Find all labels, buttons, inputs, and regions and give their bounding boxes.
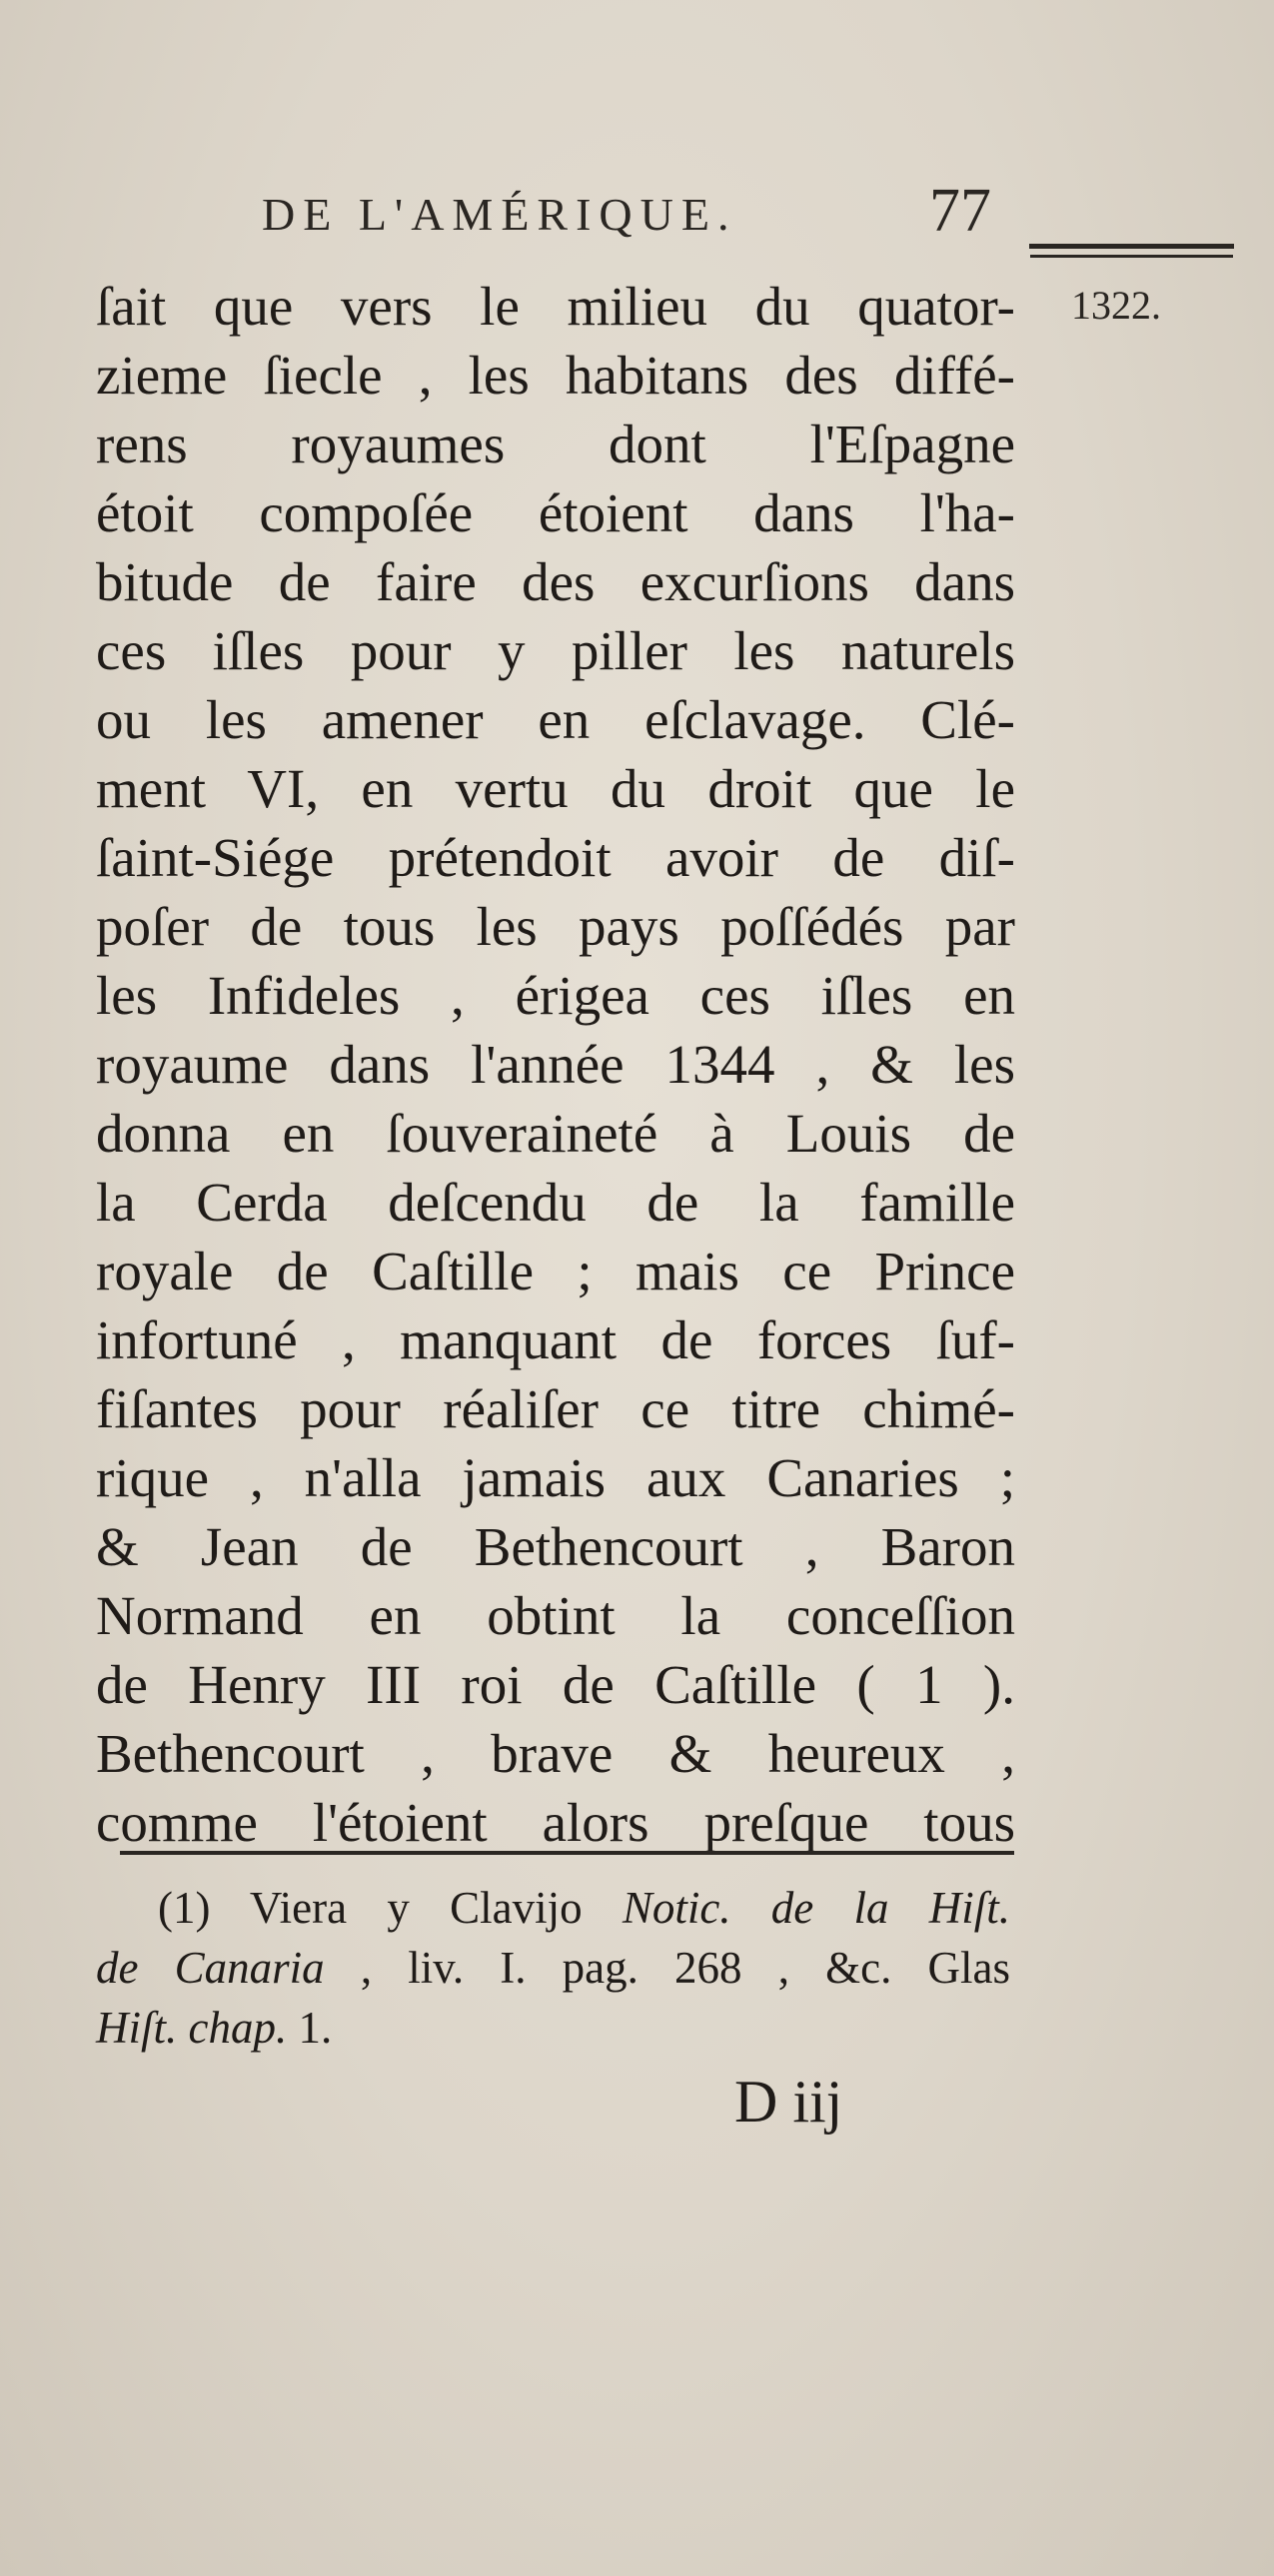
page-number: 77 <box>929 177 991 245</box>
footnote-line <box>96 1878 1010 1938</box>
text-line: de Henry III roi de Caſtille ( 1 ). <box>96 1654 1015 1715</box>
header-rule <box>1029 244 1234 249</box>
text-line: bitude de faire des excurſions dans <box>96 551 1015 612</box>
text-line: la Cerda deſcendu de la famille <box>96 1172 1015 1233</box>
text-line: ſait que vers le milieu du quator- <box>96 276 1015 337</box>
text-line: Bethencourt , brave & heureux , <box>96 1723 1015 1784</box>
text-line: rique , n'alla jamais aux Canaries ; <box>96 1447 1015 1508</box>
text-line: poſer de tous les pays poſſédés par <box>96 896 1015 957</box>
footnote-line <box>96 1998 1010 2058</box>
text-line: donna en ſouveraineté à Louis de <box>96 1103 1015 1164</box>
text-line: royaume dans l'année 1344 , & les <box>96 1034 1015 1095</box>
text-line: royale de Caſtille ; mais ce Prince <box>96 1241 1015 1301</box>
text-line: zieme ſiecle , les habitans des diffé- <box>96 345 1015 406</box>
footnote-title-italic: Hiſt. chap. <box>96 2003 288 2053</box>
text-line: rens royaumes dont l'Eſpagne <box>96 414 1015 474</box>
text-line: & Jean de Bethencourt , Baron <box>96 1516 1015 1577</box>
footnote-title-italic: Notic. de la Hiſt. <box>622 1883 1010 1933</box>
footnote-rule <box>120 1851 1014 1855</box>
text-line: Normand en obtint la conceſſion <box>96 1585 1015 1646</box>
main-text <box>96 272 1015 1857</box>
running-head: DE L'AMÉRIQUE. <box>262 189 737 240</box>
footnote <box>96 1878 1010 2058</box>
text-line: ou les amener en eſclavage. Clé- <box>96 689 1015 750</box>
text-line: infortuné , manquant de forces ſuf- <box>96 1309 1015 1370</box>
text-line: comme l'étoient alors preſque tous <box>96 1792 1015 1853</box>
text-line: ment VI, en vertu du droit que le <box>96 758 1015 819</box>
margin-note-date: 1322. <box>1071 283 1161 328</box>
footnote-text: , liv. I. pag. 268 , &c. Glas <box>324 1943 1010 1993</box>
footnote-line <box>96 1938 1010 1998</box>
text-line: ces iſles pour y piller les naturels <box>96 620 1015 681</box>
text-line: ſaint-Siége prétendoit avoir de diſ- <box>96 827 1015 888</box>
text-line: les Infideles , érigea ces iſles en <box>96 965 1015 1026</box>
signature-mark: D iij <box>734 2069 843 2135</box>
footnote-title-italic: de Canaria <box>96 1943 325 1993</box>
text-line: étoit compoſée étoient dans l'ha- <box>96 482 1015 543</box>
footnote-text: 1. <box>287 2003 333 2053</box>
text-line: fiſantes pour réaliſer ce titre chimé- <box>96 1378 1015 1439</box>
footnote-text: (1) Viera y Clavijo <box>158 1883 623 1933</box>
